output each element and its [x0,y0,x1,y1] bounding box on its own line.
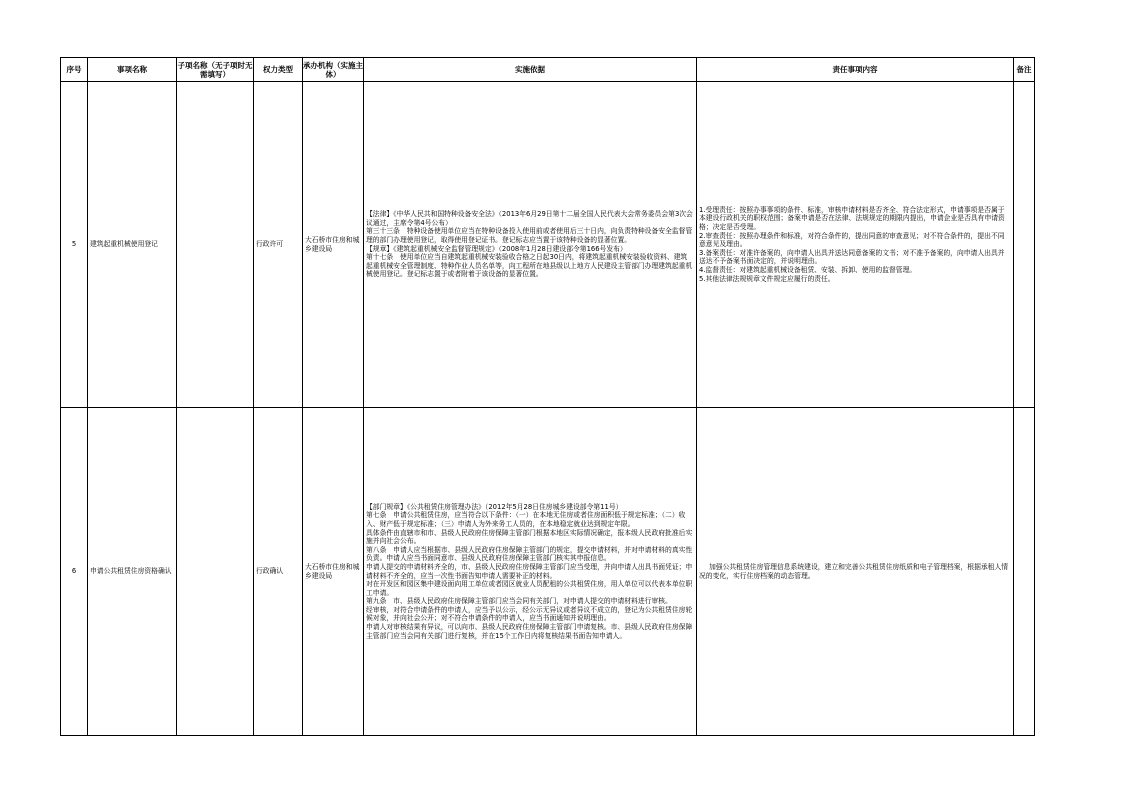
row-power-type: 行政确认 [254,408,303,736]
resp-line: 3.备案责任：对准许备案的，向申请人出具并送达同意备案的文书；对不准予备案的，向申请人出具并送达不予备案书面决定的，并说明理由。 [699,248,1005,266]
row-power-type: 行政许可 [254,82,303,408]
basis-line: 【规章】《建筑起重机械安全监督管理规定》（2008年1月28日建设部令第166号发布） [366,244,627,253]
header-basis: 实施依据 [364,58,697,82]
row-responsibility [697,408,1014,736]
header-item-name: 事项名称 [88,58,177,82]
resp-line: 1.受理责任：按照办事事项的条件、标准，审核申请材料是否齐全、符合法定形式，申请事项是否属于本建设行政机关的职权范围；备案申请是否在法律、法规规定的期限内提出，申请企业是否具有申请资格；决定是否受理。 [699,205,1005,232]
row-sub-item [177,408,254,736]
row-item-name: 建筑起重机械使用登记 [88,82,177,408]
basis-line: 【部门规章】《公共租赁住房管理办法》（2012年5月28日住房城乡建设部令第11号） [366,502,623,511]
row-note [1014,82,1035,408]
basis-line: 具体条件由直辖市和市、县级人民政府住房保障主管部门根据本地区实际情况确定，报本级人民政府批准后实施并向社会公布。 [366,528,693,546]
table-row [61,408,1035,736]
basis-line: 对在开发区和园区集中建设面向用工单位或者园区就业人员配租的公共租赁住房，用人单位可以代表本单位职工申请。 [366,580,693,597]
row-sub-item [177,82,254,408]
header-org: 承办机构（实施主体） [303,58,364,82]
basis-line: 第七条 申请公共租赁住房，应当符合以下条件：（一）在本地无住房或者住房面积低于规定标准；（二）收入、财产低于规定标准；（三）申请人为外来务工人员的，在本地稳定就业达到规定年限。 [366,511,686,528]
row-responsibility [697,82,1014,408]
header-seq: 序号 [61,58,88,82]
basis-line: 第九条 市、县级人民政府住房保障主管部门应当会同有关部门，对申请人提交的申请材料进行审核。 [366,597,672,606]
row-org: 大石桥市住房和城乡建设局 [303,82,364,408]
resp-line: 2.审查责任：按照办理条件和标准，对符合条件的，提出同意的审查意见；对不符合条件的，提出不同意意见及理由。 [699,231,1005,249]
row-org: 大石桥市住房和城乡建设局 [303,408,364,736]
table-row [61,82,1035,408]
resp-line: 加强公共租赁住房管理信息系统建设，建立和完善公共租赁住房纸质和电子管理档案，根据承租人情况的变化，实行住房档案的动态管理。 [699,562,1009,580]
row-basis [364,408,697,736]
header-sub-item: 子项名称（无子项时无需填写） [177,58,254,82]
basis-line: 第十七条 使用单位应当自建筑起重机械安装验收合格之日起30日内，将建筑起重机械安装验收资料、建筑起重机械安全管理制度、特种作业人员名单等，向工程所在地县级以上地方人民建设主管部门办理建筑起重机械使用登记。登记标志置于或者附着于该设备的显著位置。 [366,253,693,279]
row-basis [364,82,697,408]
header-note: 备注 [1014,58,1035,82]
basis-line: 第三十三条 特种设备使用单位应当在特种设备投入使用前或者使用后三十日内，向负责特种设备安全监督管理的部门办理使用登记，取得使用登记证书。登记标志应当置于该特种设备的显著位置。 [366,227,693,244]
resp-line: 5.其他法律法规规章文件规定应履行的责任。 [699,274,835,283]
table-header-row [61,58,1035,82]
row-item-name: 申请公共租赁住房资格确认 [88,408,177,736]
header-responsibility: 责任事项内容 [697,58,1014,82]
resp-line: 4.监督责任：对建筑起重机械设备租赁、安装、拆卸、使用的监督管理。 [699,265,917,274]
header-power-type: 权力类型 [254,58,303,82]
basis-line: 【法律】《中华人民共和国特种设备安全法》（2013年6月29日第十二届全国人民代表大会常务委员会第3次会议通过，主席令第4号公布） [366,210,693,227]
power-list-table [60,57,1035,736]
row-seq: 6 [61,408,88,736]
row-note [1014,408,1035,736]
basis-line: 经审核，对符合申请条件的申请人，应当予以公示，经公示无异议或者异议不成立的，登记为公共租赁住房轮候对象，并向社会公开；对不符合申请条件的申请人，应当书面通知并说明理由。 [366,605,693,623]
row-seq: 5 [61,82,88,408]
basis-line: 申请人对审核结果有异议，可以向市、县级人民政府住房保障主管部门申请复核。市、县级人民政府住房保障主管部门应当会同有关部门进行复核，并在15个工作日内将复核结果书面告知申请人。 [366,623,693,640]
basis-line: 第八条 申请人应当根据市、县级人民政府住房保障主管部门的规定，提交申请材料，并对申请材料的真实性负责。申请人应当书面同意市、县级人民政府住房保障主管部门核实其申报信息。 [366,545,693,563]
basis-line: 申请人提交的申请材料齐全的，市、县级人民政府住房保障主管部门应当受理，并向申请人出具书面凭证；申请材料不齐全的，应当一次性书面告知申请人需要补正的材料。 [366,562,693,580]
